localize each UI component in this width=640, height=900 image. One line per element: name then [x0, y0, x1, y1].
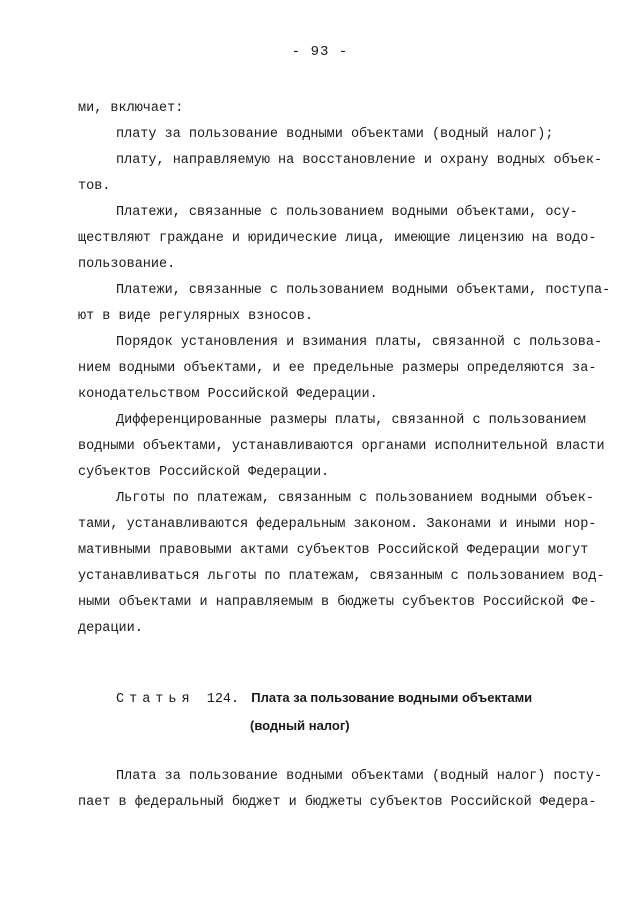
text-line: водными объектами, устанавливаются органами исполнительной власти — [78, 439, 605, 454]
text-line: субъектов Российской Федерации. — [78, 465, 330, 480]
text-line: устанавливаться льготы по платежам, связанным с пользованием вод- — [78, 569, 605, 584]
article-title-line1: Плата за пользование водными объектами — [251, 690, 533, 705]
text-line: мативными правовыми актами субъектов Российской Федерации могут — [78, 543, 589, 558]
text-line: Льготы по платежам, связанным с пользованием водными объек- — [116, 491, 594, 506]
text-line: нием водными объектами, и ее предельные размеры определяются за- — [78, 361, 597, 376]
text-line: пользование. — [78, 257, 176, 272]
text-line: тами, устанавливаются федеральным законом. Законами и иными нор- — [78, 517, 597, 532]
text-line: ществляют граждане и юридические лица, имеющие лицензию на водо- — [78, 231, 597, 246]
text-line: тов. — [78, 179, 111, 194]
article-title-line2: (водный налог) — [250, 718, 350, 733]
text-line: пает в федеральный бюджет и бюджеты субъектов Российской Федера- — [78, 795, 597, 810]
text-line: ными объектами и направляемым в бюджеты субъектов Российской Фе- — [78, 595, 597, 610]
text-line: ми, включает: — [78, 101, 184, 116]
text-line: ют в виде регулярных взносов. — [78, 309, 313, 324]
text-line: плату за пользование водными объектами (водный налог); — [116, 127, 554, 142]
article-prefix: Статья — [116, 692, 195, 707]
text-line: Платежи, связанные с пользованием водными объектами, осу- — [116, 205, 578, 220]
text-line: Дифференцированные размеры платы, связанной с пользованием — [116, 413, 586, 428]
text-line: Платежи, связанные с пользованием водными объектами, поступа- — [116, 283, 611, 298]
page-number: - 93 - — [291, 44, 349, 60]
article-body-text — [78, 764, 603, 816]
text-line: плату, направляемую на восстановление и охрану водных объек- — [116, 153, 603, 168]
body-text — [78, 96, 611, 642]
text-line: конодательством Российской Федерации. — [78, 387, 378, 402]
article-number: 124. — [206, 692, 240, 707]
article-heading-line1 — [116, 686, 532, 712]
text-line: Плата за пользование водными объектами (водный налог) посту- — [116, 769, 603, 784]
text-line: дерации. — [78, 621, 143, 636]
text-line: Порядок установления и взимания платы, связанной с пользова- — [116, 335, 603, 350]
